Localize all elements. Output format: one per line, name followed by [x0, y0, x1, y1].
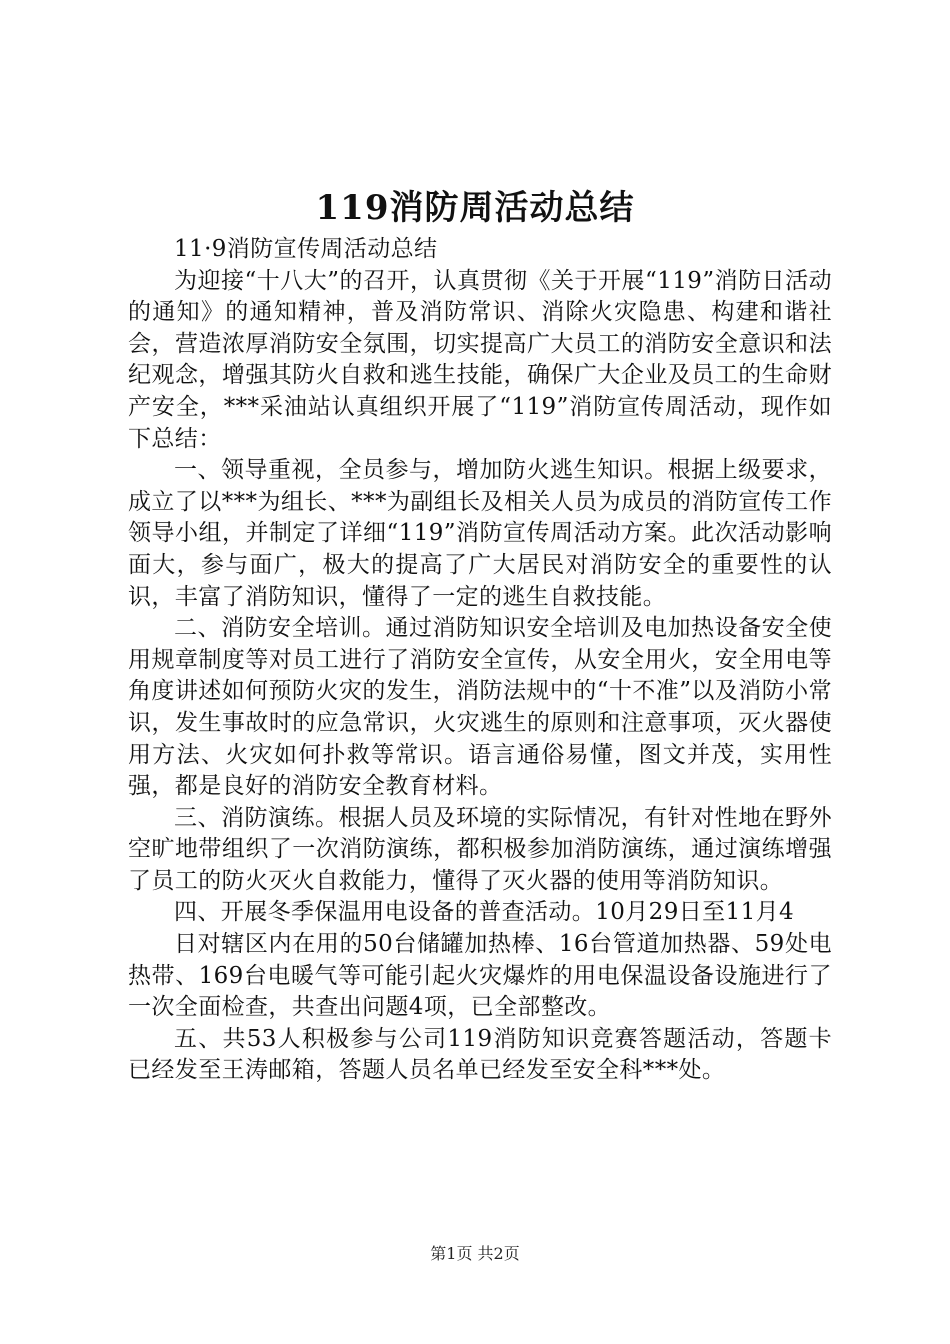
paragraph-section-1: 一、领导重视，全员参与，增加防火逃生知识。根据上级要求，成立了以***为组长、***为副组长及相关人员为成员的消防宣传工作领导小组，并制定了详细“119”消防宣传周活动方案。此次活动影响面大，参与面广，极大的提高了广大居民对消防安全的重要性的认识，丰富了消防知识，懂得了一定的逃生自救技能。: [128, 457, 832, 610]
document-body: [128, 234, 832, 1087]
page-number-footer: 第1页 共2页: [430, 1244, 520, 1263]
paragraph-section-2: 二、消防安全培训。通过消防知识安全培训及电加热设备安全使用规章制度等对员工进行了消防安全宣传，从安全用火，安全用电等角度讲述如何预防火灾的发生，消防法规中的“十不准”以及消防小常识，发生事故时的应急常识，火灾逃生的原则和注意事项，灭火器使用方法、火灾如何扑救等常识。语言通俗易懂，图文并茂，实用性强，都是良好的消防安全教育材料。: [128, 615, 832, 800]
paragraph-section-4: 四、开展冬季保温用电设备的普查活动。10月29日至11月4: [174, 899, 795, 926]
paragraph-subtitle: 11·9消防宣传周活动总结: [174, 236, 438, 262]
paragraph-section-4-continued: 日对辖区内在用的50台储罐加热棒、16台管道加热器、59处电热带、169台电暖气等可能引起火灾爆炸的用电保温设备设施进行了一次全面检查，共查出问题4项，已全部整改。: [128, 931, 832, 1021]
paragraph-section-5: 五、共53人积极参与公司119消防知识竞赛答题活动，答题卡已经发至王涛邮箱，答题人员名单已经发至安全科***处。: [128, 1025, 832, 1084]
document-title: 119消防周活动总结: [315, 188, 635, 228]
paragraph-section-3: 三、消防演练。根据人员及环境的实际情况，有针对性地在野外空旷地带组织了一次消防演练，都积极参加消防演练，通过演练增强了员工的防火灭火自救能力，懂得了灭火器的使用等消防知识。: [128, 804, 832, 894]
paragraph-intro: 为迎接“十八大”的召开，认真贯彻《关于开展“119”消防日活动的通知》的通知精神，普及消防常识、消除火灾隐患、构建和谐社会，营造浓厚消防安全氛围，切实提高广大员工的消防安全意识和法纪观念，增强其防火自救和逃生技能，确保广大企业及员工的生命财产安全，***采油站认真组织开展了“119”消防宣传周活动，现作如下总结：: [128, 267, 832, 452]
